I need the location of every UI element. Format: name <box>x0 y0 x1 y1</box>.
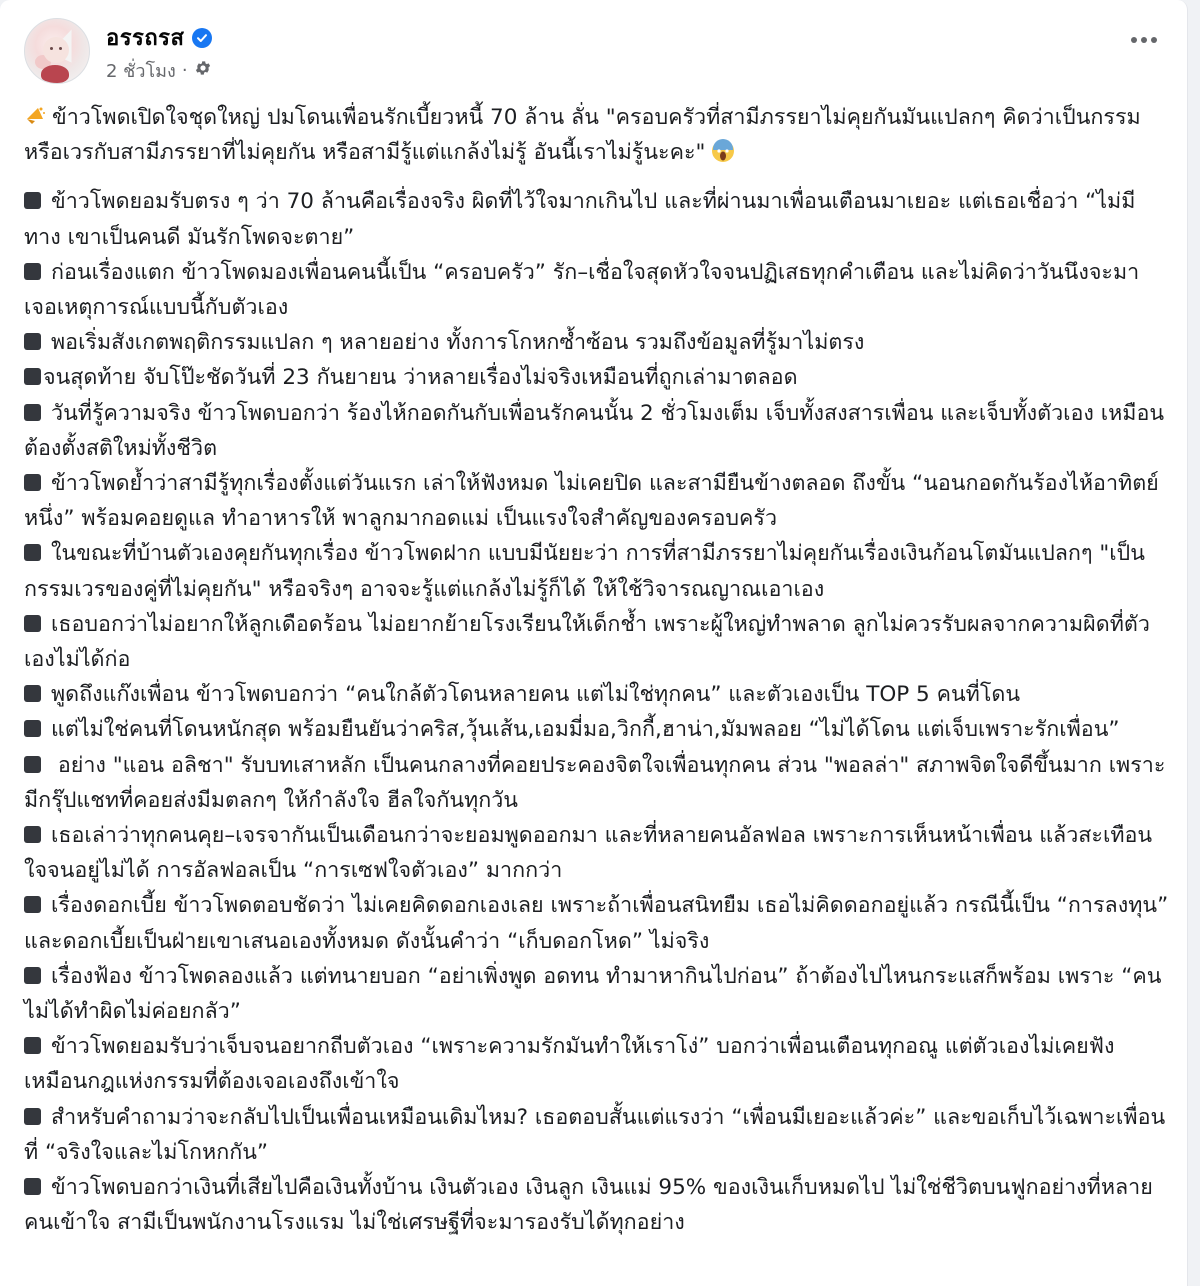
more-options-icon <box>1131 37 1137 43</box>
black-square-icon <box>24 368 41 385</box>
intro-text: ข้าวโพดเปิดใจชุดใหญ่ ปมโดนเพื่อนรักเบี้ยวหนี้ 70 ล้าน ลั่น "ครอบครัวที่สามีภรรยาไม่คุยกันมันแปลกๆ คิดว่าเป็นกรรมหรือเวรกับสามีภรรยาที่ไม่คุยกัน หรือสามีรู้แต่แกล้งไม่รู้ อันนี้เราไม่รู้นะคะ" <box>24 105 1141 166</box>
list-item: ข้าวโพดยอมรับตรง ๆ ว่า 70 ล้านคือเรื่องจริง ผิดที่ไว้ใจมากเกินไป และที่ผ่านมาเพื่อนเตือนมาเยอะ แต่เธอเชื่อว่า “ไม่มีทาง เขาเป็นคนดี มันรักโพดจะตาย” <box>24 189 1136 250</box>
list-item: แต่ไม่ใช่คนที่โดนหนักสุด พร้อมยืนยันว่าคริส,วุ้นเส้น,เอมมี่มอ,วิกกี้,ฮาน่า,มัมพลอย “ไม่ได้โดน แต่เจ็บเพราะรักเพื่อน” <box>24 712 1169 747</box>
black-square-icon <box>24 1178 41 1195</box>
list-item: อย่าง "แอน อลิชา" รับบทเสาหลัก เป็นคนกลางที่คอยประคองจิตใจเพื่อนทุกคน ส่วน "พอลล่า" สภาพจิตใจดีขึ้นมาก เพราะมีกรุ๊ปแชทที่คอยส่งมีมตลกๆ ให้กำลังใจ ฮีลใจกันทุกวัน <box>24 752 1166 813</box>
black-square-icon <box>24 192 41 209</box>
list-item: วันที่รู้ความจริง ข้าวโพดบอกว่า ร้องไห้กอดกันกับเพื่อนรักคนนั้น 2 ชั่วโมงเต็ม เจ็บทั้งสงสารเพื่อน และเจ็บทั้งตัวเอง เหมือนต้องตั้งสติใหม่ทั้งชีวิต <box>24 400 1165 461</box>
black-square-icon <box>24 474 41 491</box>
list-item: เธอเล่าว่าทุกคนคุย–เจรจากันเป็นเดือนกว่าจะยอมพูดออกมา และที่หลายคนอัลฟอล เพราะการเห็นหน้าเพื่อน แล้วสะเทือนใจจนอยู่ไม่ได้ การอัลฟอลเป็น “การเซฟใจตัวเอง” มากกว่า <box>24 823 1153 884</box>
gear-icon[interactable] <box>194 59 212 82</box>
post-timestamp[interactable]: 2 ชั่วโมง <box>106 61 176 82</box>
black-square-icon <box>24 685 41 702</box>
face-screaming-emoji-icon <box>711 139 735 163</box>
list-item: ข้าวโพดย้ำว่าสามีรู้ทุกเรื่องตั้งแต่วันแรก เล่าให้ฟังหมด ไม่เคยปิด และสามียืนข้างตลอด ถึงขั้น “นอนกอดกันร้องไห้อาทิตย์หนึ่ง” พร้อมคอยดูแล ทำอาหารให้ พาลูกมากอดแม่ เป็นแรงใจสำคัญของครอบครัว <box>24 471 1159 532</box>
list-item: เรื่องดอกเบี้ย ข้าวโพดตอบชัดว่า ไม่เคยคิดดอกเองเลย เพราะถ้าเพื่อนสนิทยืม เธอไม่คิดดอกอยู่แล้ว กรณีนี้เป็น “การลงทุน” และดอกเบี้ยเป็นฝ่ายเขาเสนอเองทั้งหมด ดังนั้นคำว่า “เก็บดอกโหด” ไม่จริง <box>24 893 1169 954</box>
black-square-icon <box>24 720 41 737</box>
post-bullet-list <box>24 184 1169 1240</box>
black-square-icon <box>24 263 41 280</box>
author-avatar[interactable] <box>24 18 90 84</box>
black-square-icon <box>24 896 41 913</box>
list-item: เธอบอกว่าไม่อยากให้ลูกเดือดร้อน ไม่อยากย้ายโรงเรียนให้เด็กช้ำ เพราะผู้ใหญ่ทำพลาด ลูกไม่ควรรับผลจากความผิดที่ตัวเองไม่ได้ก่อ <box>24 611 1150 673</box>
black-square-icon <box>24 333 41 350</box>
black-square-icon <box>24 756 41 773</box>
author-name[interactable]: อรรถรส <box>106 26 185 51</box>
list-item: ในขณะที่บ้านตัวเองคุยกันทุกเรื่อง ข้าวโพดฝาก แบบมีนัยยะว่า การที่สามีภรรยาไม่คุยกันเรื่องเงินก้อนโตมันแปลกๆ "เป็นกรรมเวรของคู่ที่ไม่คุยกัน" หรือจริงๆ อาจจะรู้แต่แกล้งไม่รู้ก็ได้ ให้ใช้วิจารณญาณเอาเอง <box>24 541 1145 602</box>
post-content <box>24 100 1169 1241</box>
black-square-icon <box>24 544 41 561</box>
black-square-icon <box>24 615 41 632</box>
list-item: ข้าวโพดยอมรับว่าเจ็บจนอยากถีบตัวเอง “เพราะความรักมันทำให้เราโง่” บอกว่าเพื่อนเตือนทุกอณู แต่ตัวเองไม่เคยฟัง เหมือนกฎแห่งกรรมที่ต้องเจอเองถึงเข้าใจ <box>24 1034 1115 1095</box>
black-square-icon <box>24 404 41 421</box>
black-square-icon <box>24 826 41 843</box>
black-square-icon <box>24 967 41 984</box>
post-header <box>24 14 1164 84</box>
list-item: เรื่องฟ้อง ข้าวโพดลองแล้ว แต่ทนายบอก “อย่าเพิ่งพูด อดทน ทำมาหากินไปก่อน” ถ้าต้องไปไหนกระแสก็พร้อม เพราะ “คนไม่ได้ทำผิดไม่ค่อยกลัว” <box>24 963 1162 1025</box>
black-square-icon <box>24 1108 41 1125</box>
list-item: ก่อนเรื่องแตก ข้าวโพดมองเพื่อนคนนี้เป็น “ครอบครัว” รัก–เชื่อใจสุดหัวใจจนปฏิเสธทุกคำเตือน และไม่คิดว่าวันนึงจะมาเจอเหตุการณ์แบบนี้กับตัวเอง <box>24 259 1140 321</box>
loudspeaker-emoji-icon <box>24 103 46 125</box>
list-item: ข้าวโพดบอกว่าเงินที่เสียไปคือเงินทั้งบ้าน เงินตัวเอง เงินลูก เงินแม่ 95% ของเงินเก็บหมดไป ไม่ใช่ชีวิตบนฟูกอย่างที่หลายคนเข้าใจ สามีเป็นพนักงานโรงแรม ไม่ใช่เศรษฐีที่จะมารองรับได้ทุกอย่าง <box>24 1175 1153 1236</box>
list-item: จนสุดท้าย จับโป๊ะชัดวันที่ 23 กันยายน ว่าหลายเรื่องไม่จริงเหมือนที่ถูกเล่ามาตลอด <box>24 360 1169 395</box>
post-intro <box>24 100 1169 170</box>
black-square-icon <box>24 1037 41 1054</box>
author-row <box>106 20 212 55</box>
more-options-button[interactable] <box>1124 28 1164 52</box>
list-item: สำหรับคำถามว่าจะกลับไปเป็นเพื่อนเหมือนเดิมไหม? เธอตอบสั้นแต่แรงว่า “เพื่อนมีเยอะแล้วค่ะ” และขอเก็บไว้เฉพาะเพื่อนที่ “จริงใจและไม่โกหกกัน” <box>24 1104 1166 1165</box>
list-item: พอเริ่มสังเกตพฤติกรรมแปลก ๆ หลายอย่าง ทั้งการโกหกซ้ำซ้อน รวมถึงข้อมูลที่รู้มาไม่ตรง <box>24 325 1169 360</box>
list-item: พูดถึงแก๊งเพื่อน ข้าวโพดบอกว่า “คนใกล้ตัวโดนหลายคน แต่ไม่ใช่ทุกคน” และตัวเองเป็น TOP 5 คนที่โดน <box>24 677 1169 712</box>
verified-badge-icon <box>192 28 212 48</box>
post-meta <box>106 56 212 85</box>
meta-separator: · <box>181 60 188 81</box>
